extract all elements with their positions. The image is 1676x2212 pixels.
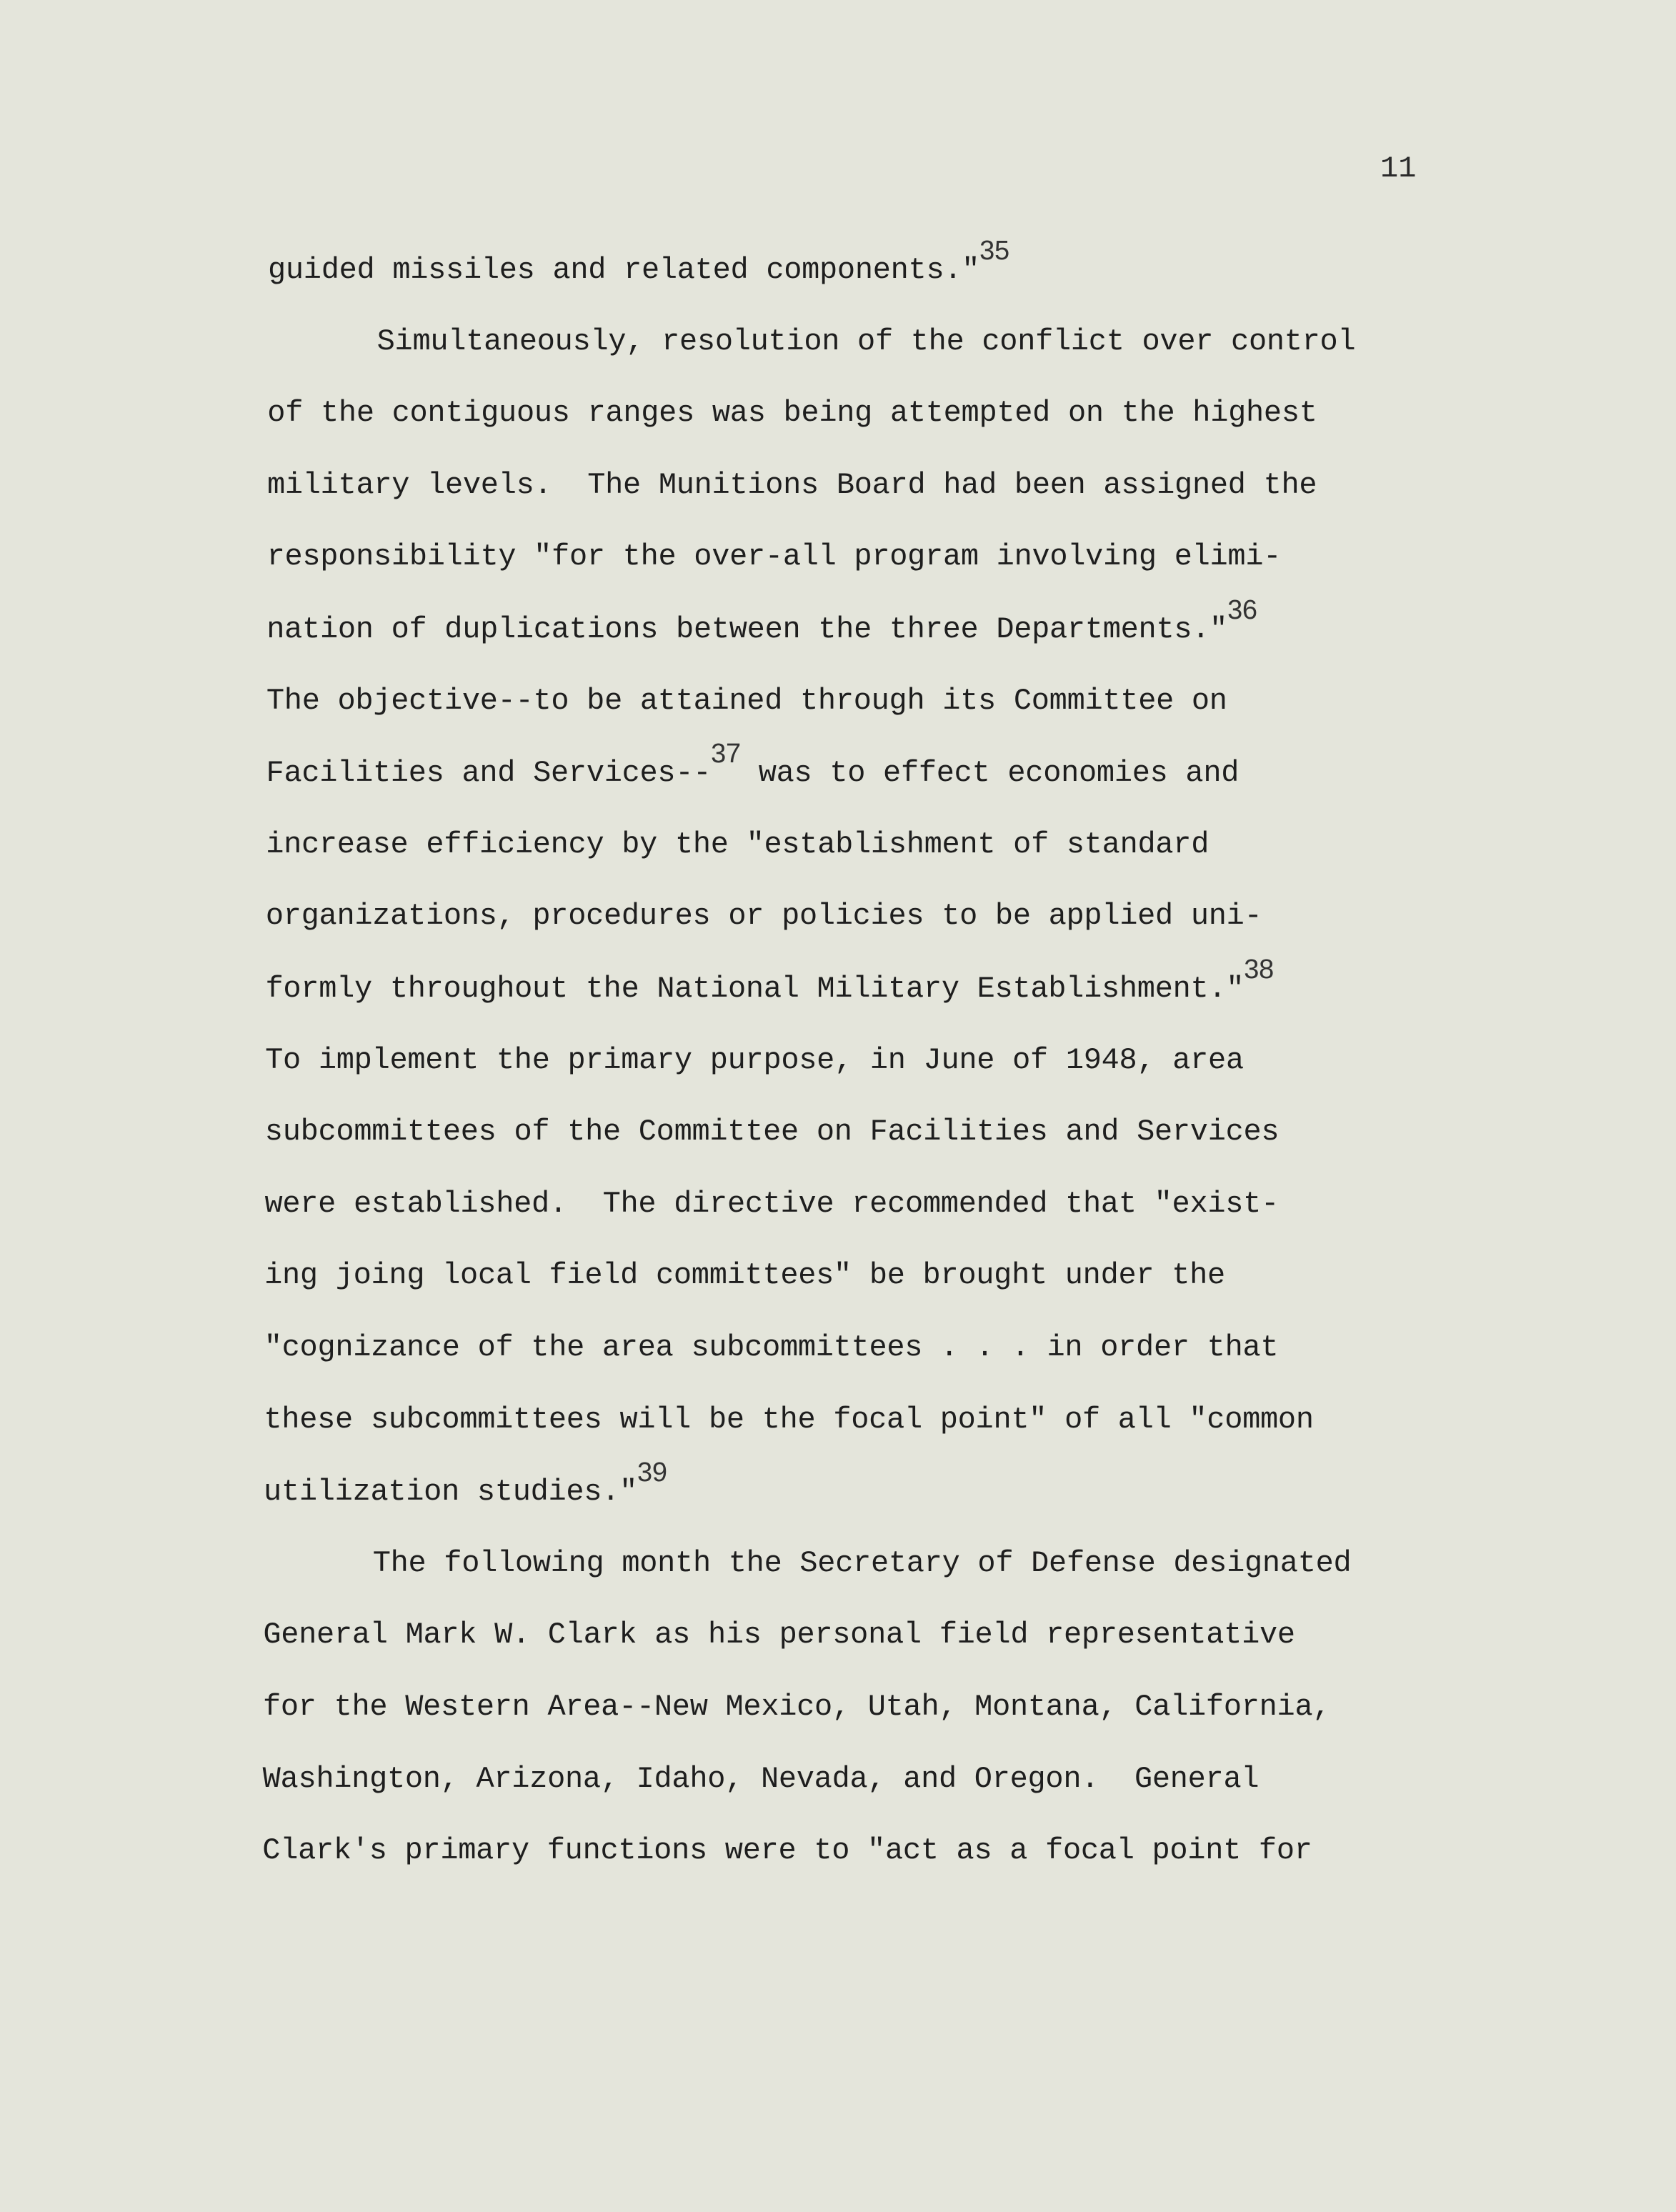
footnote-reference: 36	[1227, 595, 1257, 625]
line-text: guided missiles and related components."	[268, 253, 980, 287]
line-text: subcommittees of the Committee on Facilities and Services	[264, 1115, 1280, 1150]
line-text: of the contiguous ranges was being attempted on the highest	[267, 396, 1317, 431]
line-text-continued: was to effect economies and	[740, 756, 1239, 791]
text-line	[267, 467, 1317, 503]
text-line	[263, 1617, 1295, 1653]
text-line	[266, 683, 1227, 719]
text-line	[264, 1330, 1279, 1365]
line-text: Clark's primary functions were to "act as a focal point for	[262, 1833, 1312, 1868]
text-line	[264, 1402, 1313, 1438]
line-text: Washington, Arizona, Idaho, Nevada, and Oregon. General	[262, 1761, 1260, 1796]
line-text: increase efficiency by the "establishment of standard	[266, 827, 1209, 862]
line-text: responsibility "for the over-all program involving elimi-	[266, 539, 1282, 574]
line-text: formly throughout the National Military Establishment."	[265, 972, 1244, 1006]
text-line	[264, 1458, 667, 1510]
line-text: organizations, procedures or policies to be applied uni-	[265, 899, 1262, 934]
line-text: General Mark W. Clark as his personal field representative	[263, 1618, 1295, 1653]
line-text: were established. The directive recommended that "exist-	[264, 1186, 1279, 1221]
text-line	[265, 1042, 1244, 1078]
footnote-reference: 39	[637, 1458, 667, 1488]
line-text: To implement the primary purpose, in June of 1948, area	[265, 1042, 1244, 1077]
text-line	[377, 324, 1356, 359]
text-line	[263, 1689, 1330, 1725]
line-text: "cognizance of the area subcommittees . . . in order that	[264, 1330, 1279, 1365]
line-text: The following month the Secretary of Defense designated	[372, 1545, 1352, 1580]
text-line	[264, 1257, 1225, 1293]
text-line	[268, 236, 1009, 288]
line-text: military levels. The Munitions Board had been assigned the	[266, 467, 1317, 502]
text-line	[264, 1186, 1279, 1222]
line-text: these subcommittees will be the focal point" of all "common	[264, 1402, 1314, 1437]
line-text: nation of duplications between the three Departments."	[266, 612, 1228, 647]
text-line	[373, 1545, 1352, 1581]
line-text: The objective--to be attained through its Committee on	[266, 683, 1227, 718]
text-line	[265, 1114, 1280, 1150]
line-text: Facilities and Services--	[266, 756, 712, 791]
text-line	[267, 539, 1282, 574]
line-text: utilization studies."	[264, 1475, 638, 1510]
text-line	[262, 1833, 1312, 1868]
footnote-reference: 38	[1244, 955, 1274, 985]
text-line	[266, 827, 1209, 862]
page-number: 11	[1380, 151, 1417, 186]
line-text: ing joing local field committees" be brought under the	[264, 1258, 1225, 1293]
text-line	[263, 1761, 1260, 1797]
text-line	[267, 395, 1317, 431]
text-line	[266, 595, 1257, 647]
text-line	[266, 898, 1262, 934]
line-text: Simultaneously, resolution of the conflict over control	[376, 324, 1356, 359]
footnote-reference: 35	[979, 236, 1009, 266]
line-text: for the Western Area--New Mexico, Utah, Montana, California,	[263, 1690, 1331, 1724]
text-line	[265, 955, 1274, 1007]
text-line	[266, 739, 1239, 791]
footnote-reference: 37	[711, 739, 741, 769]
